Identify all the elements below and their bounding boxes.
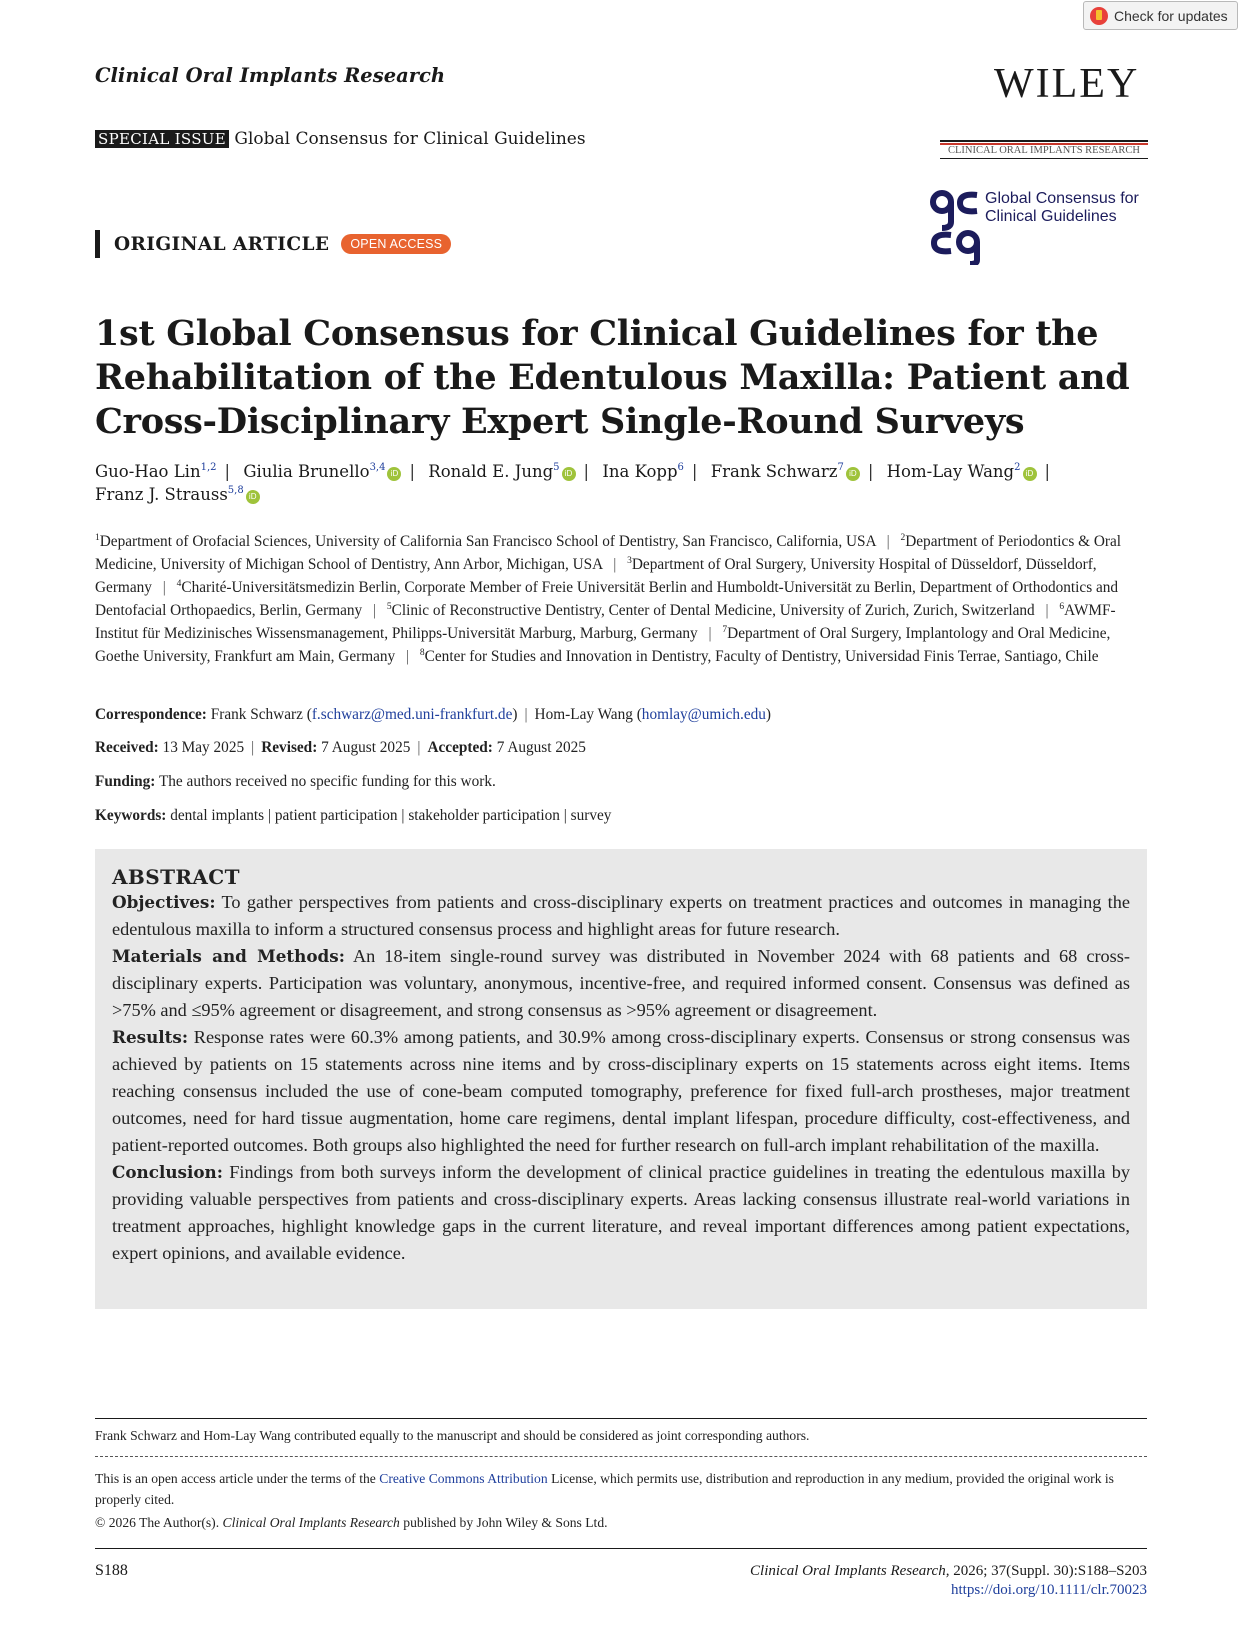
revised-label: Revised: [261,739,318,756]
copyright-journal: Clinical Oral Implants Research [222,1515,400,1530]
check-for-updates-button[interactable] [1083,1,1238,30]
funding-text: The authors received no specific funding for this work. [158,773,496,790]
page-footer-divider [95,1548,1147,1549]
article-type: ORIGINAL ARTICLE [114,233,330,255]
correspondence: Correspondence: Frank Schwarz (f.schwarz@med.uni-frankfurt.de) | Hom-Lay Wang (homlay@umich.edu) [95,706,772,723]
author [95,485,260,504]
affiliation-text: Clinic of Reconstructive Dentistry, Center of Dental Medicine, University of Zurich, Zurich, Switzerland [391,602,1035,619]
objectives-label: Objectives: [112,892,216,912]
copyright-post: published by John Wiley & Sons Ltd. [403,1515,608,1530]
affiliation-text: Department of Oral Surgery, Implantology and Oral Medicine, Goethe University, Frankfurt am Main, Germany [95,625,1111,665]
affiliation-number: 6 [1059,602,1065,612]
conclusion-label: Conclusion: [112,1162,223,1182]
author-name: Frank Schwarz [710,462,838,481]
citation [750,1562,1147,1600]
article-type-row [95,230,451,258]
conclusion-text: Findings from both surveys inform the development of clinical practice guidelines in treating the edentulous maxilla by providing valuable perspectives from patients and cross-disciplinary experts. Areas lacking consensus illustrate real-world variations in treatment approaches, highlight knowledge gaps in the current literature, and reveal important differences among patient expectations, expert opinions, and available evidence. [112,1162,1130,1263]
gccg-logo-line1: Global Consensus for [985,190,1139,207]
dashed-divider [95,1456,1147,1457]
abstract-heading: ABSTRACT [112,865,240,889]
affiliation-number: 3 [627,556,632,566]
funding-label: Funding: [95,773,156,790]
correspondent-email-link[interactable]: f.schwarz@med.uni-frankfurt.de [311,706,513,723]
affiliation-text: Center for Studies and Innovation in Dentistry, Faculty of Dentistry, Universidad Finis Terrae, Santiago, Chile [424,648,1099,665]
author-separator: | [691,462,698,481]
received-date: 13 May 2025 [162,739,245,756]
author-name: Giulia Brunello [243,462,370,481]
author [711,462,882,481]
affiliation [420,648,1099,665]
affiliation-text: Department of Oral Surgery, University Hospital of Düsseldorf, Düsseldorf, Germany [95,556,1097,596]
bookmark-icon [1090,7,1108,25]
affiliation-number: 1 [95,533,100,543]
journal-banner-text: CLINICAL ORAL IMPLANTS RESEARCH [947,145,1141,156]
author-affiliation-ref[interactable]: 2 [1014,462,1021,473]
equal-contribution-note: Frank Schwarz and Hom-Lay Wang contributed equally to the manuscript and should be considered as joint corresponding authors. [95,1428,810,1443]
funding-statement [95,773,496,791]
methods-text: An 18-item single-round survey was distributed in November 2024 with 68 patients and 68 cross-disciplinary experts. Participation was voluntary, anonymous, incentive-free, and required informed consent. Consensus was defined as >75% and ≤95% agreement or disagreement, and strong consensus as >95% agreement or disagreement. [112,946,1130,1020]
orcid-icon[interactable]: iD [562,467,576,481]
affiliation-text: Department of Orofacial Sciences, University of California San Francisco School of Dentistry, San Francisco, California, USA [99,533,876,550]
keyword: dental implants [170,807,265,824]
doi-link[interactable]: https://doi.org/10.1111/clr.70023 [951,1582,1147,1598]
author-name: Guo-Hao Lin [95,462,201,481]
article-dates: Received: 13 May 2025 | Revised: 7 August 2025 | Accepted: 7 August 2025 [95,739,586,756]
author [95,462,238,481]
gccg-mark-icon [930,190,980,265]
affiliation-number: 5 [386,602,392,612]
special-issue-tag: SPECIAL ISSUE [95,130,229,148]
footnote-divider [95,1418,1147,1419]
open-access-badge: OPEN ACCESS [341,234,451,254]
orcid-icon[interactable]: iD [246,490,260,504]
author-separator: | [583,462,590,481]
author [243,462,423,481]
abstract-results [112,1024,1130,1159]
check-for-updates-label: Check for updates [1114,7,1228,24]
keyword: stakeholder participation [408,807,560,824]
special-issue-title: Global Consensus for Clinical Guidelines [234,129,586,149]
correspondence-label: Correspondence: [95,706,207,723]
license-post: License, which permits use, distribution and reproduction in any medium, provided the original work is properly cited. [95,1471,1114,1507]
license-pre: This is an open access article under the terms of the [95,1471,376,1486]
keywords [95,807,611,825]
correspondent-name: Hom-Lay Wang [534,706,633,723]
author-separator: | [409,462,416,481]
abstract-box [95,849,1147,1309]
author-name: Franz J. Strauss [95,485,228,504]
author-separator: | [1044,462,1051,481]
affiliation-number: 4 [176,579,182,589]
license-statement [95,1468,1147,1510]
journal-name-header: Clinical Oral Implants Research [95,64,446,87]
results-label: Results: [112,1027,189,1047]
author-name: Ronald E. Jung [428,462,554,481]
keywords-list: dental implants | patient participation | stakeholder participation | survey [170,807,612,824]
author-affiliation-ref[interactable]: 1,2 [200,462,217,473]
affiliation-number: 2 [900,533,906,543]
author-name: Hom-Lay Wang [886,462,1015,481]
affiliation [95,533,876,550]
accepted-label: Accepted: [427,739,493,756]
journal-banner [940,140,1148,159]
page-number: S188 [95,1562,128,1579]
gccg-logo-line2: Clinical Guidelines [985,208,1117,225]
author [887,462,1058,481]
author-affiliation-ref[interactable]: 7 [837,462,844,473]
publisher-logo: WILEY [994,61,1140,107]
copyright-pre: © 2026 The Author(s). [95,1515,220,1530]
keyword: survey [570,807,612,824]
results-text: Response rates were 60.3% among patients, and 30.9% among cross-disciplinary experts. Consensus or strong consensus was achieved by patients on 15 statements across nine items and by cross-disciplinary experts on 15 statements across eight items. Items reaching consensus included the use of cone-beam computed tomography, preference for fixed full-arch prostheses, major treatment outcomes, need for hard tissue augmentation, home care regimens, dental implant lifespan, procedure difficulty, cost-effectiveness, and patient-reported outcomes. Both groups also highlighted the need for further research on full-arch implant rehabilitation of the maxilla. [112,1027,1130,1155]
orcid-icon[interactable]: iD [846,467,860,481]
citation-details: 2026; 37(Suppl. 30):S188–S203 [953,1563,1147,1579]
article-title: 1st Global Consensus for Clinical Guidelines for the Rehabilitation of the Edentulous Maxilla: Patient and Cross-Disciplinary Expert Single-Round Surveys [95,313,1130,442]
author-affiliation-ref[interactable]: 3,4 [369,462,386,473]
keyword: patient participation [274,807,398,824]
article-type-bar [95,230,100,258]
correspondent-name: Frank Schwarz [210,706,303,723]
author-affiliation-ref[interactable]: 5 [553,462,560,473]
author-affiliation-ref[interactable]: 5,8 [227,485,244,496]
correspondent-email-link[interactable]: homlay@umich.edu [641,706,766,723]
affiliation-number: 7 [722,625,728,635]
accepted-date: 7 August 2025 [496,739,586,756]
copyright [95,1515,608,1531]
author [428,462,597,481]
keywords-label: Keywords: [95,807,167,824]
creative-commons-link[interactable]: Creative Commons Attribution [379,1471,548,1486]
author-name: Ina Kopp [602,462,678,481]
author [602,462,705,481]
author-separator: | [224,462,231,481]
abstract-objectives [112,889,1130,943]
revised-date: 7 August 2025 [321,739,411,756]
author-separator: | [867,462,874,481]
affiliation-text: AWMF-Institut für Medizinisches Wissensmanagement, Philipps-Universität Marburg, Marburg, Germany [95,602,1116,642]
received-label: Received: [95,739,159,756]
abstract-conclusion [112,1159,1130,1267]
orcid-icon[interactable]: iD [387,467,401,481]
abstract-methods [112,943,1130,1024]
orcid-icon[interactable]: iD [1023,467,1037,481]
affiliation-text: Charité-Universitätsmedizin Berlin, Corporate Member of Freie Universität Berlin and Humboldt-Universität zu Berlin, Department of Orthodontics and Dentofacial Orthopaedics, Berlin, Germany [95,579,1119,619]
citation-journal: Clinical Oral Implants Research, [750,1563,950,1579]
methods-label: Materials and Methods: [112,946,345,966]
affiliations: $^1$Department of Orofacial Sciences, University of California San Francisco School of Dentistry, San Francisco, California, USA | $^2$Department of Periodontics & Oral Medicine, University of Michigan School of Dentistry, Ann Arbor, Michigan, USA | $^3$Department of Oral Surgery, University Hospital of Düsseldorf, Düsseldorf, Germany | $^4$Charité-Universitätsmedizin Berlin, Corporate Member of Freie Universität Berlin and Humboldt-Universität zu Berlin, Department of Orthodontics and Dentofacial Orthopaedics, Berlin, Germany | $^5$Clinic of Reconstructive Dentistry, Center of Dental Medicine, University of Zurich, Zurich, Switzerland | $^6$AWMF-Institut für Medizinisches Wissensmanagement, Philipps-Universität Marburg, Marburg, Germany | $^7$Department of Oral Surgery, Implantology and Oral Medicine, Goethe University, Frankfurt am Main, Germany | $^8$Center for Studies and Innovation in Dentistry, Faculty of Dentistry, Universidad Finis Terrae, Santiago, Chile [95,533,1122,665]
author-affiliation-ref[interactable]: 6 [677,462,684,473]
gccg-logo [930,190,1150,265]
objectives-text: To gather perspectives from patients and cross-disciplinary experts on treatment practices and outcomes in managing the edentulous maxilla to inform a structured consensus process and highlight areas for future research. [112,892,1130,939]
affiliation [387,602,1035,619]
special-issue-line [95,129,586,149]
affiliation-text: Department of Periodontics & Oral Medicine, University of Michigan School of Dentistry, Ann Arbor, Michigan, USA [95,533,1122,573]
author-list [95,460,1155,506]
affiliation-number: 8 [419,648,425,658]
